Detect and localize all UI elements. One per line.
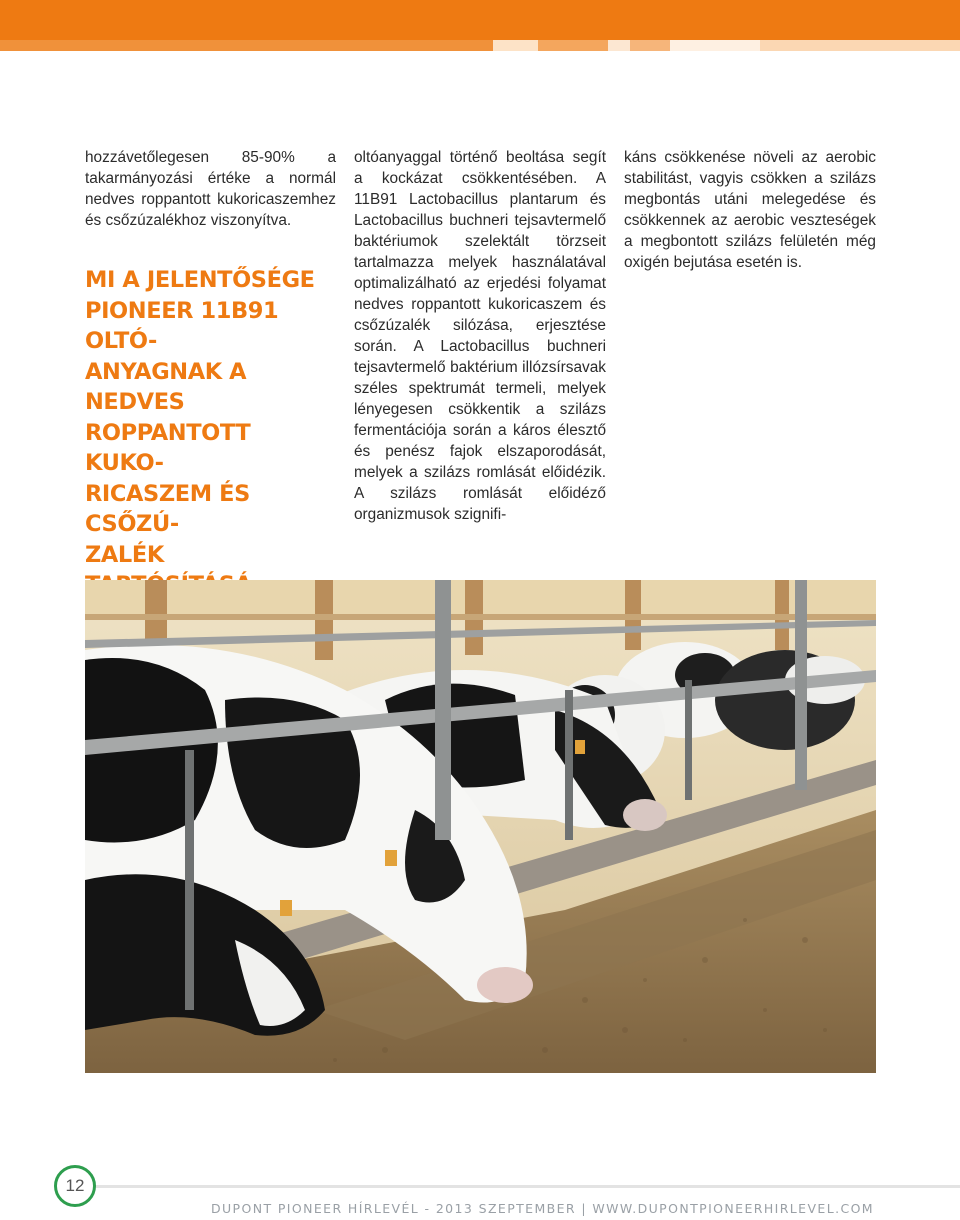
text-column-2 [354, 147, 606, 525]
dairy-cows-photo [85, 580, 876, 1073]
footer-divider [95, 1185, 960, 1188]
footer-publication-text: DUPONT PIONEER HÍRLEVÉL - 2013 SZEPTEMBER | WWW.DUPONTPIONEERHIRLEVEL.COM [210, 1201, 874, 1216]
body-paragraph-end: káns csökkenése növeli az aerobic stabilitást, vagyis csökken a szilázs megbontás utáni melegedése és csökkennek az aerobic veszteségek a megbontott szilázs felületén még oxigén bejutása esetén is. [624, 149, 876, 271]
section-heading: MI A JELENTŐSÉGE PIONEER 11B91 OLTÓ- ANYAGNAK A NEDVES ROPPANTOTT KUKO- RICASZEM ÉS CSŐZÚ- ZALÉK [85, 267, 315, 568]
header-orange-bar [0, 0, 960, 40]
header-decorative-strip [0, 40, 960, 51]
body-paragraph-middle: oltóanyaggal történő beoltása segít a kockázat csökkentésében. A 11B91 Lactobacillus plantarum és Lactobacillus buchneri tejsavtermelő baktériumok szelektált törzseit tartalmazza melyek használatával optimalizálható az erjedési folyamat nedves roppantott kukoricaszem és csőzúzalék silózása, erjesztése során. A Lactobacillus buchneri tejsavtermelő baktérium illózsírsavak széles spektrumát termeli, melyek lényegesen csökkentik a szilázs fermentációja során a káros élesztő és penész fajok elszaporodását, melyek a szilázs romlását előidézik. A szilázs romlását előidéző organizmusok szignifi- [354, 149, 606, 523]
intro-paragraph: hozzávetőlegesen 85-90% a takarmányozási értéke a normál nedves roppantott kukoricaszemhez és csőzúzalékhoz viszonyítva. [85, 149, 336, 229]
page-number-badge [54, 1165, 96, 1207]
page-number: 12 [65, 1176, 85, 1195]
text-column-3 [624, 147, 876, 273]
